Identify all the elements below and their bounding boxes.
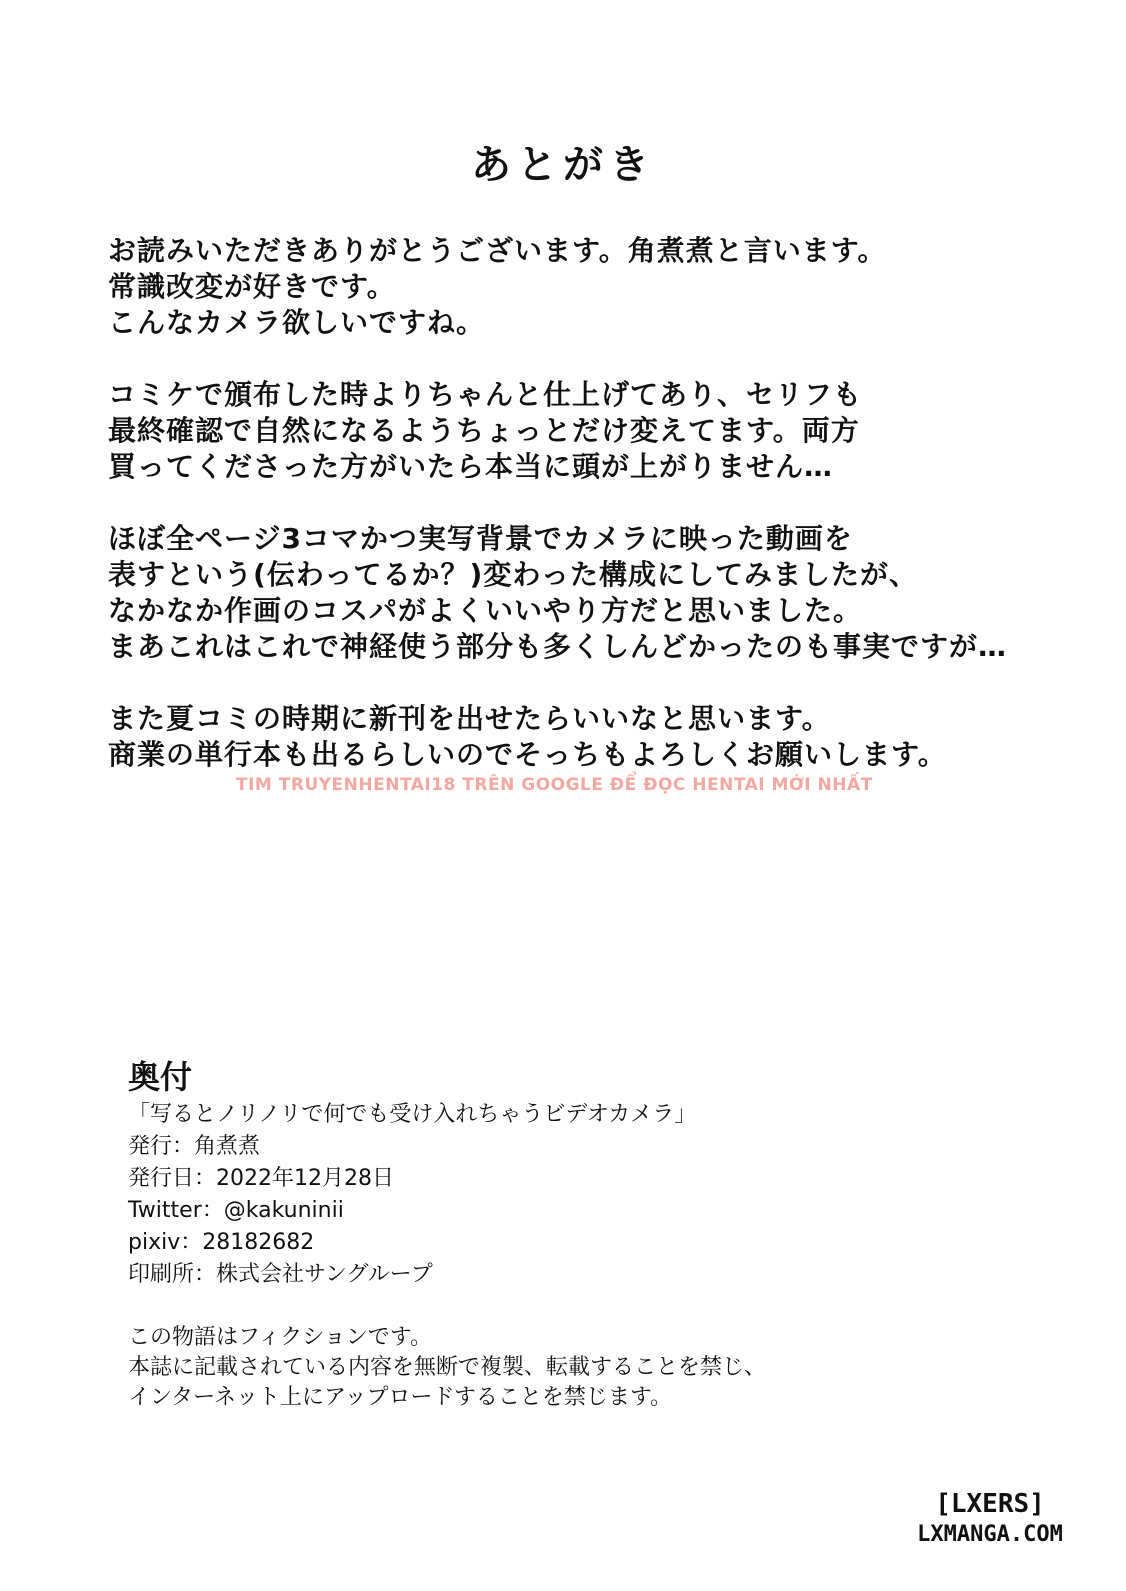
notice-line: インターネット上にアップロードすることを禁じます。	[128, 1385, 673, 1410]
afterword-line: コミケで頒布した時よりちゃんと仕上げてあり、セリフも	[108, 378, 863, 411]
legal-notice	[128, 1323, 1028, 1413]
notice-line: この物語はフィクションです。	[128, 1325, 433, 1350]
afterword-line: こんなカメラ欲しいですね。	[108, 306, 486, 339]
colophon	[128, 1099, 1028, 1291]
afterword-paragraph	[108, 701, 1068, 773]
colophon-pixiv: pixiv：28182682	[128, 1230, 315, 1255]
notice-line: 本誌に記載されている内容を無断で複製、転載することを禁じ、	[128, 1355, 767, 1380]
afterword-paragraph	[108, 233, 1068, 341]
page-title: あとがき	[471, 142, 655, 188]
colophon-book-title: 「写るとノリノリで何でも受け入れちゃうビデオカメラ」	[128, 1102, 697, 1127]
brand-top-text: [LXERS]	[935, 1489, 1045, 1519]
afterword-line: また夏コミの時期に新刊を出せたらいいなと思います。	[108, 702, 831, 735]
afterword-line: ほぼ全ページ3コマかつ実写背景でカメラに映った動画を	[108, 522, 853, 555]
colophon-twitter: Twitter：@kakuninii	[128, 1198, 344, 1223]
afterword-body	[108, 233, 1068, 809]
colophon-heading: 奥付	[128, 1058, 193, 1096]
afterword-paragraph	[108, 521, 1068, 665]
afterword-line: 最終確認で自然になるようちょっとだけ変えてます。両方	[108, 414, 860, 447]
afterword-line: 商業の単行本も出るらしいのでそっちもよろしくお願いします。	[108, 738, 947, 771]
afterword-paragraph	[108, 377, 1068, 485]
brand-bottom-text: LXMANGA.COM	[917, 1522, 1063, 1547]
colophon-printer: 印刷所：株式会社サングループ	[128, 1262, 433, 1287]
afterword-line: 表すという(伝わってるか？)変わった構成にしてみましたが、	[108, 558, 919, 591]
colophon-publisher: 発行：角煮煮	[128, 1134, 261, 1159]
afterword-line: 常識改変が好きです。	[108, 270, 396, 303]
afterword-line: まあこれはこれで神経使う部分も多くしんどかったのも事実ですが…	[108, 630, 1008, 663]
colophon-date: 発行日：2022年12月28日	[128, 1166, 394, 1191]
watermark-text: TIM TRUYENHENTAI18 TRÊN GOOGLE ĐỂ ĐỌC HENTAI MỚI NHẤT	[236, 775, 873, 795]
brand-logo	[880, 1488, 1100, 1550]
afterword-line: なかなか作画のコスパがよくいいやり方だと思いました。	[108, 594, 863, 627]
afterword-line: 買ってくださった方がいたら本当に頭が上がりません…	[108, 450, 834, 483]
afterword-line: お読みいただきありがとうございます。角煮煮と言います。	[108, 234, 887, 267]
